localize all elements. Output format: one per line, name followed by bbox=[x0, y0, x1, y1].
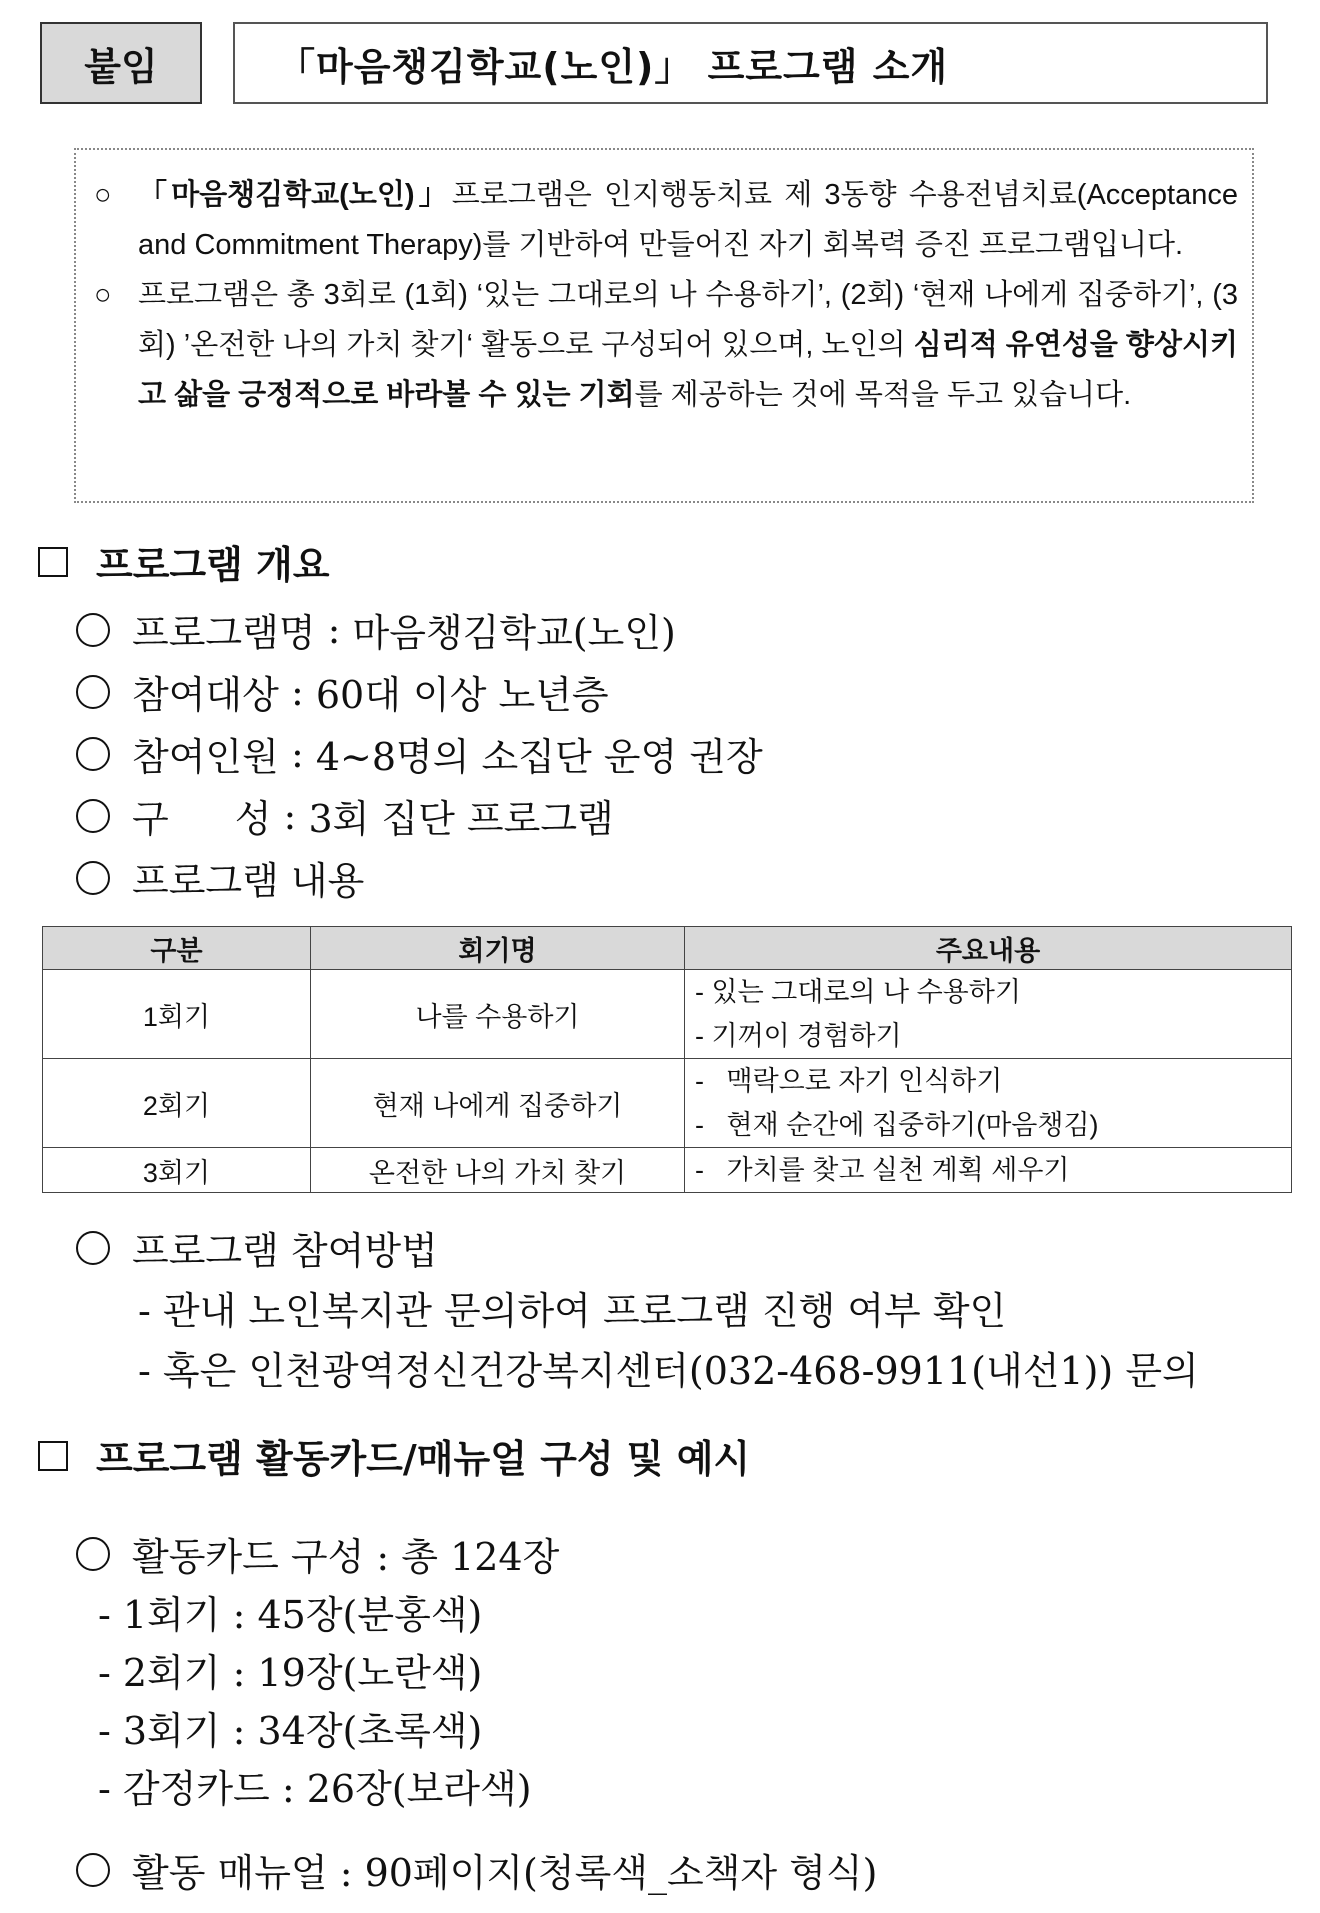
overview-key: 참여대상 bbox=[132, 673, 279, 717]
cards-composition-text: 활동카드 구성 : 총 124장 bbox=[132, 1535, 560, 1579]
circle-bullet-icon bbox=[76, 799, 110, 833]
overview-item-name bbox=[76, 602, 676, 657]
circle-bullet-icon bbox=[76, 1537, 110, 1571]
table-row bbox=[43, 970, 1292, 1059]
intro-highlight: 심리적 유연성을 향상시키고 삶을 긍정적으로 바라볼 수 있는 기회 bbox=[138, 329, 1238, 411]
overview-item-content bbox=[76, 850, 364, 905]
intro-program-name: 「마음챙김학교(노인)」 bbox=[138, 179, 452, 211]
card-item: - 1회기 : 45장(분홍색) bbox=[98, 1593, 483, 1637]
circle-bullet-icon bbox=[76, 1853, 110, 1887]
cards-composition bbox=[76, 1526, 559, 1581]
content-line: - 가치를 찾고 실천 계획 세우기 bbox=[695, 1155, 1070, 1185]
overview-sep: : bbox=[290, 731, 304, 776]
card-item: - 3회기 : 34장(초록색) bbox=[98, 1709, 483, 1753]
document-title: 「마음챙김학교(노인)」 프로그램 소개 bbox=[233, 22, 1268, 104]
circle-bullet-icon: ○ bbox=[94, 279, 112, 311]
table-cell-name: 나를 수용하기 bbox=[311, 970, 685, 1059]
participation-item: - 관내 노인복지관 문의하여 프로그램 진행 여부 확인 bbox=[138, 1289, 1007, 1333]
section-overview-heading bbox=[38, 534, 329, 589]
intro-item-2 bbox=[90, 270, 1238, 420]
participation-title: 프로그램 참여방법 bbox=[132, 1229, 438, 1273]
intro-text-2b: 를 제공하는 것에 목적을 두고 있습니다. bbox=[634, 379, 1132, 411]
table-row bbox=[43, 1059, 1292, 1148]
table-cell-session: 1회기 bbox=[43, 970, 311, 1059]
intro-item-1 bbox=[90, 170, 1238, 270]
overview-key: 구 bbox=[132, 797, 169, 841]
table-row bbox=[43, 1148, 1292, 1193]
table-header: 주요내용 bbox=[685, 927, 1292, 970]
overview-item-structure bbox=[76, 788, 614, 843]
content-line: - 현재 순간에 집중하기(마음챙김) bbox=[695, 1110, 1099, 1140]
section-cards-heading bbox=[38, 1428, 750, 1483]
overview-item-size bbox=[76, 726, 763, 781]
table-cell-name: 현재 나에게 집중하기 bbox=[311, 1059, 685, 1148]
table-header: 회기명 bbox=[311, 927, 685, 970]
content-line: - 있는 그대로의 나 수용하기 bbox=[695, 977, 1021, 1007]
table-cell-contents bbox=[685, 1148, 1292, 1193]
table-header: 구분 bbox=[43, 927, 311, 970]
circle-bullet-icon bbox=[76, 675, 110, 709]
overview-key: 프로그램명 bbox=[132, 611, 316, 655]
checkbox-square-icon bbox=[38, 547, 68, 577]
overview-value: 60대 이상 노년층 bbox=[315, 673, 609, 717]
section-overview-title: 프로그램 개요 bbox=[96, 543, 330, 587]
intro-text-2a: 프로그램은 총 3회로 (1회) ‘있는 그대로의 나 수용하기’, (2회) ‘현재 나에게 집중하기’, (3회) ’온전한 나의 가치 찾기‘ 활동으로 구성되어 있으며, 노인의 bbox=[138, 279, 1238, 361]
table-cell-session: 3회기 bbox=[43, 1148, 311, 1193]
content-line: - 기꺼이 경험하기 bbox=[695, 1021, 902, 1051]
intro-box bbox=[74, 148, 1254, 503]
card-item: - 감정카드 : 26장(보라색) bbox=[98, 1767, 532, 1811]
card-item: - 2회기 : 19장(노란색) bbox=[98, 1651, 483, 1695]
overview-key: 성 bbox=[234, 797, 272, 841]
table-cell-name: 온전한 나의 가치 찾기 bbox=[311, 1148, 685, 1193]
overview-sep: : bbox=[290, 669, 304, 714]
circle-bullet-icon bbox=[76, 613, 110, 647]
checkbox-square-icon bbox=[38, 1441, 68, 1471]
overview-item-target bbox=[76, 664, 609, 719]
participation-item: - 혹은 인천광역정신건강복지센터(032-468-9911(내선1)) 문의 bbox=[138, 1349, 1199, 1393]
program-table bbox=[42, 926, 1292, 1193]
manual-item bbox=[76, 1842, 877, 1897]
table-cell-contents bbox=[685, 1059, 1292, 1148]
manual-text: 활동 매뉴얼 : 90페이지(청록색_소책자 형식) bbox=[132, 1851, 878, 1895]
overview-value: 3회 집단 프로그램 bbox=[308, 797, 614, 841]
overview-sep: : bbox=[283, 793, 297, 838]
overview-value: 4~8명의 소집단 운영 권장 bbox=[315, 735, 763, 779]
circle-bullet-icon bbox=[76, 1231, 110, 1265]
participation-heading bbox=[76, 1220, 438, 1275]
overview-sep: : bbox=[327, 607, 341, 652]
overview-value: 마음챙김학교(노인) bbox=[352, 611, 676, 655]
table-cell-session: 2회기 bbox=[43, 1059, 311, 1148]
circle-bullet-icon: ○ bbox=[94, 179, 112, 211]
overview-key: 참여인원 bbox=[132, 735, 279, 779]
section-cards-title: 프로그램 활동카드/매뉴얼 구성 및 예시 bbox=[96, 1437, 751, 1481]
circle-bullet-icon bbox=[76, 737, 110, 771]
intro-text-1: 프로그램은 인지행동치료 제 3동향 수용전념치료(Acceptance and Commitment Therapy)를 기반하여 만들어진 자기 회복력 증진 프로그램입니다. bbox=[138, 179, 1238, 261]
overview-key: 프로그램 내용 bbox=[132, 859, 365, 903]
table-cell-contents bbox=[685, 970, 1292, 1059]
content-line: - 맥락으로 자기 인식하기 bbox=[695, 1066, 1003, 1096]
circle-bullet-icon bbox=[76, 861, 110, 895]
attachment-label: 붙임 bbox=[40, 22, 202, 104]
table-header-row bbox=[43, 927, 1292, 970]
